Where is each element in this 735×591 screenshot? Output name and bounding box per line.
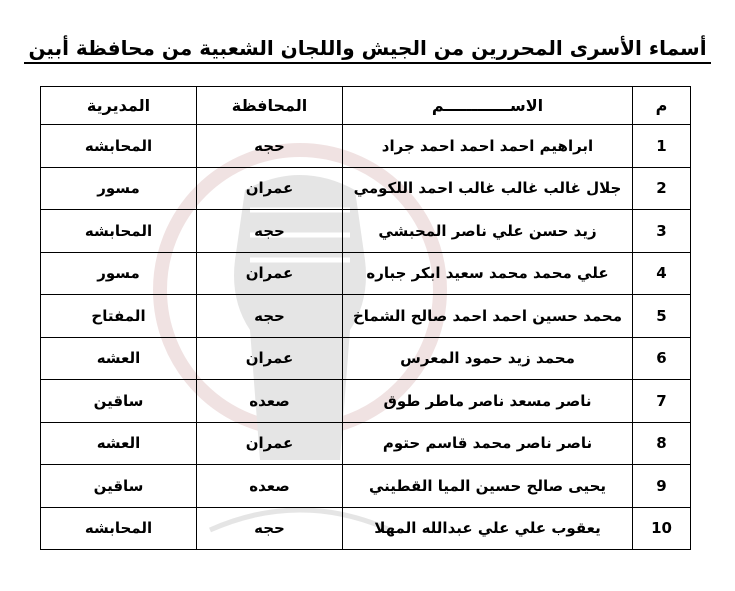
table-row <box>41 167 691 210</box>
row-number: 3 <box>633 210 691 253</box>
row-name: ناصر مسعد ناصر ماطر طوق <box>343 380 633 423</box>
row-name: يحيى صالح حسين الميا القطيني <box>343 465 633 508</box>
row-governorate: عمران <box>197 337 343 380</box>
table-row <box>41 210 691 253</box>
row-number: 7 <box>633 380 691 423</box>
table-row <box>41 422 691 465</box>
row-name: زيد حسن علي ناصر المحبشي <box>343 210 633 253</box>
row-name: يعقوب علي علي عبدالله المهلا <box>343 507 633 550</box>
row-number: 10 <box>633 507 691 550</box>
document-title <box>0 36 735 60</box>
table-row <box>41 380 691 423</box>
row-district: مسور <box>41 252 197 295</box>
row-governorate: صعده <box>197 465 343 508</box>
row-number: 8 <box>633 422 691 465</box>
row-district: المحابشه <box>41 125 197 168</box>
row-district: ساقين <box>41 465 197 508</box>
row-number: 2 <box>633 167 691 210</box>
header-name: الاســــــــــــم <box>343 87 633 125</box>
row-governorate: حجه <box>197 295 343 338</box>
table-row <box>41 465 691 508</box>
row-number: 4 <box>633 252 691 295</box>
row-number: 9 <box>633 465 691 508</box>
table-row <box>41 295 691 338</box>
row-number: 5 <box>633 295 691 338</box>
row-number: 1 <box>633 125 691 168</box>
row-governorate: عمران <box>197 422 343 465</box>
row-name: محمد زيد حمود المعرس <box>343 337 633 380</box>
row-district: المحابشه <box>41 210 197 253</box>
released-prisoners-table <box>40 86 691 550</box>
row-district: العشه <box>41 422 197 465</box>
row-name: محمد حسين احمد احمد صالح الشماخ <box>343 295 633 338</box>
header-governorate: المحافظة <box>197 87 343 125</box>
row-name: ابراهيم احمد احمد احمد جراد <box>343 125 633 168</box>
header-district: المديرية <box>41 87 197 125</box>
row-governorate: حجه <box>197 507 343 550</box>
row-governorate: عمران <box>197 167 343 210</box>
row-district: المفتاح <box>41 295 197 338</box>
table-row <box>41 337 691 380</box>
row-district: المحابشه <box>41 507 197 550</box>
row-governorate: حجه <box>197 210 343 253</box>
row-district: العشه <box>41 337 197 380</box>
row-name: علي محمد محمد سعيد ابكر جباره <box>343 252 633 295</box>
row-name: جلال غالب غالب غالب احمد اللكومي <box>343 167 633 210</box>
row-district: مسور <box>41 167 197 210</box>
row-governorate: عمران <box>197 252 343 295</box>
document-title-text: أسماء الأسرى المحررين من الجيش واللجان الشعبية من محافظة أبين <box>24 36 710 64</box>
row-governorate: صعده <box>197 380 343 423</box>
header-number: م <box>633 87 691 125</box>
row-name: ناصر ناصر محمد قاسم حتوم <box>343 422 633 465</box>
row-number: 6 <box>633 337 691 380</box>
table-row <box>41 125 691 168</box>
row-district: ساقين <box>41 380 197 423</box>
table-header-row <box>41 87 691 125</box>
table-row <box>41 252 691 295</box>
table-row <box>41 507 691 550</box>
row-governorate: حجه <box>197 125 343 168</box>
